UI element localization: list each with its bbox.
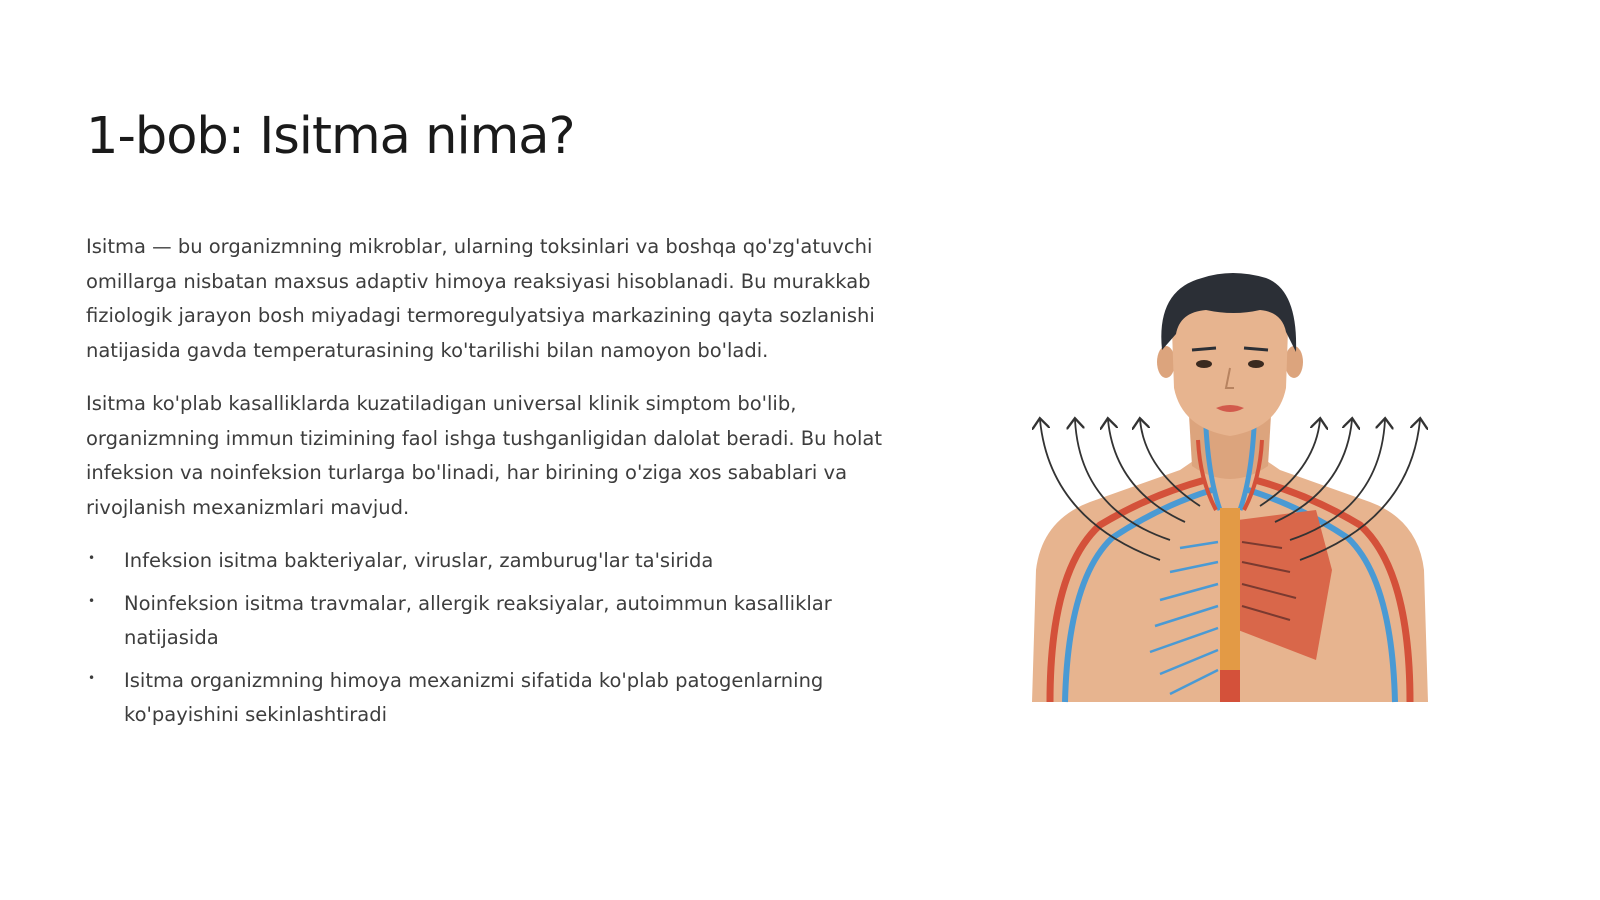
bullet-item xyxy=(86,587,926,656)
ear-left xyxy=(1157,346,1175,378)
bullet-marker: • xyxy=(88,593,96,608)
ear-right xyxy=(1285,346,1303,378)
eye-right xyxy=(1248,360,1264,368)
bullet-marker: • xyxy=(88,670,96,685)
eye-left xyxy=(1196,360,1212,368)
bullet-marker: • xyxy=(88,551,96,565)
bullet-item xyxy=(86,664,926,733)
bullet-list xyxy=(86,544,926,733)
bullet-text: Noinfeksion isitma travmalar, allergik reaksiyalar, autoimmun kasalliklar natijasida xyxy=(124,591,832,649)
bullet-item xyxy=(86,544,926,579)
bullet-text: Isitma organizmning himoya mexanizmi sifatida ko'plab patogenlarning ko'payishini sekinlashtiradi xyxy=(124,668,824,726)
paragraph-1: Isitma — bu organizmning mikroblar, ularning toksinlari va boshqa qo'zg'atuvchi omillarga nisbatan maxsus adaptiv himoya reaksiyasi hisoblanadi. Bu murakkab fiziologik jarayon bosh miyadagi termoregulyatsiya markazining qayta sozlanishi natijasida gavda temperaturasining ko'tarilishi bilan namoyon bo'ladi. xyxy=(86,235,875,362)
slide-body xyxy=(86,230,926,741)
bullet-text: Infeksion isitma bakteriyalar, viruslar, zamburug'lar ta'sirida xyxy=(124,549,714,572)
slide-title: 1-bob: Isitma nima? xyxy=(86,107,575,166)
paragraph-2: Isitma ko'plab kasalliklarda kuzatiladigan universal klinik simptom bo'lib, organizmning immun tizimining faol ishga tushganligidan dalolat beradi. Bu holat infeksion va noinfeksion turlarga bo'linadi, har birining o'ziga xos sabablari va rivojlanish mexanizmlari mavjud. xyxy=(86,392,883,519)
human-torso-circulation-illustration xyxy=(1020,270,1440,720)
